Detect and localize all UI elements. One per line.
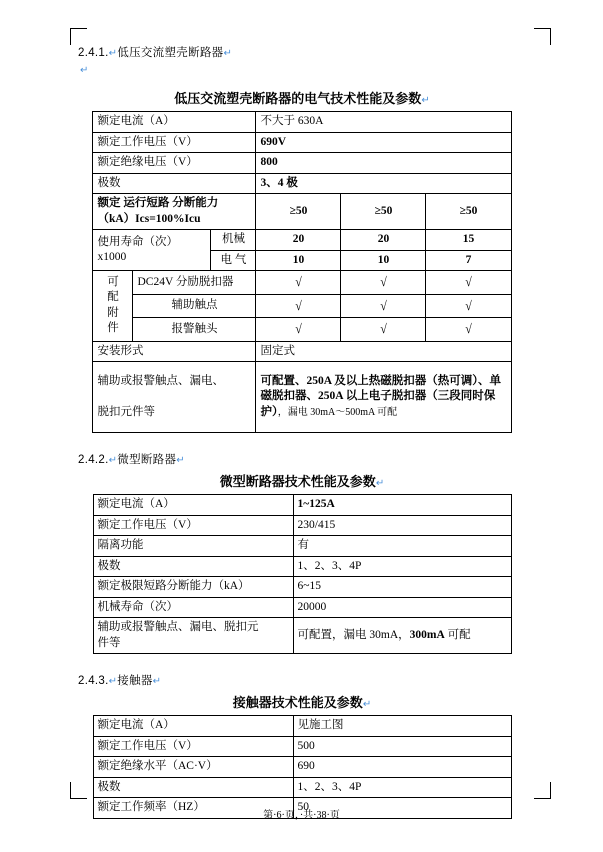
table-row-accessory: [93, 318, 511, 342]
cell-value: 10: [341, 250, 426, 271]
table-title-3-text: 接触器技术性能及参数: [232, 695, 363, 711]
heading-title-1: 低压交流塑壳断路器: [117, 47, 224, 59]
cell-value: 6~15: [293, 577, 511, 598]
cell-value: 1、2、3、4P: [293, 777, 511, 798]
cell-check: [426, 294, 511, 318]
pilcrow-icon: ↵: [108, 676, 118, 688]
table-row-mech-life: [93, 230, 511, 251]
cell-value: 不大于 630A: [256, 112, 511, 133]
cell-value: 20: [341, 230, 426, 251]
check-icon: √: [295, 274, 302, 290]
table-row: [93, 495, 511, 516]
cell-value: 7: [426, 250, 511, 271]
extra-value-line3-bold: 护）: [260, 405, 278, 418]
cell-accessory-group-label: 可 配 附 件: [93, 271, 133, 342]
page-footer: 第·6·页，·共·38·页: [263, 810, 340, 821]
cell-value: [293, 618, 511, 654]
heading-title-3: 接触器: [117, 675, 153, 688]
table-row: [93, 597, 511, 618]
cell-label: 机械寿命（次）: [93, 597, 293, 618]
pilcrow-icon: ↵: [421, 95, 430, 106]
pilcrow-icon: ↵: [108, 455, 118, 467]
table-contactor: [93, 715, 512, 819]
check-icon: √: [380, 321, 387, 337]
table-row: [93, 515, 511, 536]
cell-label: 额定工作电压（V）: [93, 132, 256, 153]
cell-label: 额定电流（A）: [93, 716, 293, 737]
cell-value: ≥50: [426, 194, 511, 230]
heading-title-2: 微型断路器: [117, 454, 177, 467]
cell-value: 230/415: [293, 515, 511, 536]
table-row: [93, 736, 511, 757]
crop-mark-top-right: [534, 28, 551, 45]
check-icon: √: [465, 321, 472, 337]
pilcrow-icon: ↵: [152, 676, 162, 688]
cell-check: [426, 318, 511, 342]
table-row: [93, 341, 511, 362]
check-icon: √: [295, 297, 302, 313]
table-row: [93, 777, 511, 798]
cell-label: [93, 230, 211, 271]
cell-label: 额定工作频率（HZ）: [93, 798, 293, 819]
cell-value: 有: [293, 536, 511, 557]
table-title-1-text: 低压交流塑壳断路器的电气技术性能及参数: [174, 91, 422, 106]
crop-mark-top-left: [70, 28, 87, 45]
pilcrow-icon: ↵: [108, 48, 118, 59]
cell-label: 额定绝缘水平（AC·V）: [93, 757, 293, 778]
table-row: [93, 112, 511, 133]
cell-value: 20: [256, 230, 341, 251]
pilcrow-icon: ↵: [176, 455, 185, 467]
cell-label: 额定电流（A）: [93, 495, 293, 516]
mcb-last-value-prefix: 可配置，漏电 30mA，: [297, 629, 410, 642]
check-icon: √: [465, 274, 472, 290]
cell-value: ≥50: [341, 194, 426, 230]
table-row-breaking-capacity: [93, 194, 511, 230]
pilcrow-icon: ↵: [362, 699, 372, 711]
cell-label: 极数: [93, 556, 293, 577]
cell-sub-label: 机械: [211, 230, 256, 251]
table-mccb: [92, 111, 511, 433]
cell-value: [256, 362, 511, 433]
life-label-line1: 使用寿命（次）: [97, 235, 178, 248]
cell-label: 额定电流（A）: [93, 112, 256, 133]
cell-label: 安装形式: [93, 341, 256, 362]
cell-check: [256, 294, 341, 318]
mcb-last-label-line2: 件等: [97, 636, 121, 649]
heading-2-4-3: [78, 672, 526, 688]
document-body: [78, 44, 526, 819]
breaking-label-line2: （kA）Ics=100%Icu: [97, 212, 201, 225]
cell-value: 3、4 极: [256, 173, 511, 194]
table-mcb: [93, 494, 512, 654]
cell-label: 极数: [93, 173, 256, 194]
cell-check: [341, 271, 426, 295]
cell-value: 50: [293, 798, 511, 819]
cell-label: 隔离功能: [93, 536, 293, 557]
cell-label: [93, 618, 293, 654]
cell-check: [256, 318, 341, 342]
table-title-2: [78, 471, 526, 490]
cell-value: 690: [293, 757, 511, 778]
check-icon: √: [295, 321, 302, 337]
heading-2-4-2: [78, 451, 526, 467]
cell-label: 额定绝缘电压（V）: [93, 153, 256, 174]
table-row: [93, 757, 511, 778]
check-icon: √: [465, 297, 472, 313]
breaking-label-line1: 额定 运行短路 分断能力: [97, 197, 219, 210]
table-row: [93, 536, 511, 557]
life-label-line2: x1000: [97, 251, 127, 264]
table-row: [93, 173, 511, 194]
cell-value: 15: [426, 230, 511, 251]
cell-label: 报警触头: [133, 318, 256, 342]
cell-label: 辅助触点: [133, 294, 256, 318]
table-row-extra: [93, 362, 511, 433]
cell-check: [426, 271, 511, 295]
cell-label: DC24V 分励脱扣器: [133, 271, 256, 295]
cell-value: 固定式: [256, 341, 511, 362]
cell-value: 500: [293, 736, 511, 757]
pilcrow-icon: ↵: [223, 48, 233, 59]
pilcrow-icon: ↵: [80, 65, 89, 76]
table-title-1: [78, 88, 526, 107]
cell-check: [341, 294, 426, 318]
cell-value: 见施工图: [293, 716, 511, 737]
heading-2-4-1: [78, 44, 526, 60]
table-title-2-text: 微型断路器技术性能及参数: [219, 474, 376, 490]
cell-label: 额定工作电压（V）: [93, 736, 293, 757]
table-row: [93, 556, 511, 577]
cell-check: [341, 318, 426, 342]
table-row-accessory: [93, 294, 511, 318]
heading-number-2: 2.4.2.: [78, 454, 109, 467]
extra-value-line2: 磁脱扣器、250A 以上电子脱扣器（三段同时保: [260, 390, 496, 403]
mcb-last-value-bold: 300mA: [409, 629, 445, 642]
cell-label: 极数: [93, 777, 293, 798]
table-row-accessory: [93, 271, 511, 295]
table-row: [93, 577, 511, 598]
cell-sub-label: 电 气: [211, 250, 256, 271]
cell-label: 额定工作电压（V）: [93, 515, 293, 536]
pilcrow-icon: ↵: [375, 478, 385, 490]
table-title-3: [78, 692, 526, 711]
table-row: [93, 716, 511, 737]
extra-value-line3-rest: ，漏电 30mA～500mA 可配: [277, 406, 398, 418]
cell-label: [93, 362, 256, 433]
mcb-last-value-suffix: 可配: [444, 629, 471, 642]
cell-value: 690V: [256, 132, 511, 153]
cell-value: 800: [256, 153, 511, 174]
extra-value-line1: 可配置、250A 及以上热磁脱扣器（热可调）、单: [260, 374, 502, 387]
check-icon: √: [380, 274, 387, 290]
cell-value: 10: [256, 250, 341, 271]
table-row: [93, 153, 511, 174]
cell-label: 额定极限短路分断能力（kA）: [93, 577, 293, 598]
extra-label-line1: 辅助或报警触点、漏电、: [97, 374, 224, 387]
extra-label-line2: 脱扣元件等: [97, 405, 155, 418]
check-icon: √: [380, 297, 387, 313]
heading-number-3: 2.4.3.: [78, 675, 109, 688]
cell-check: [256, 271, 341, 295]
empty-paragraph: [80, 64, 526, 78]
cell-value: ≥50: [256, 194, 341, 230]
cell-value: 20000: [293, 597, 511, 618]
cell-value: 1~125A: [293, 495, 511, 516]
cell-label: [93, 194, 256, 230]
cell-value: 1、2、3、4P: [293, 556, 511, 577]
table-row-last: [93, 618, 511, 654]
heading-number-1: 2.4.1.: [78, 47, 109, 59]
crop-mark-bottom-right: [534, 782, 551, 799]
mcb-last-label-line1: 辅助或报警触点、漏电、脱扣元: [97, 621, 259, 634]
table-row: [93, 132, 511, 153]
